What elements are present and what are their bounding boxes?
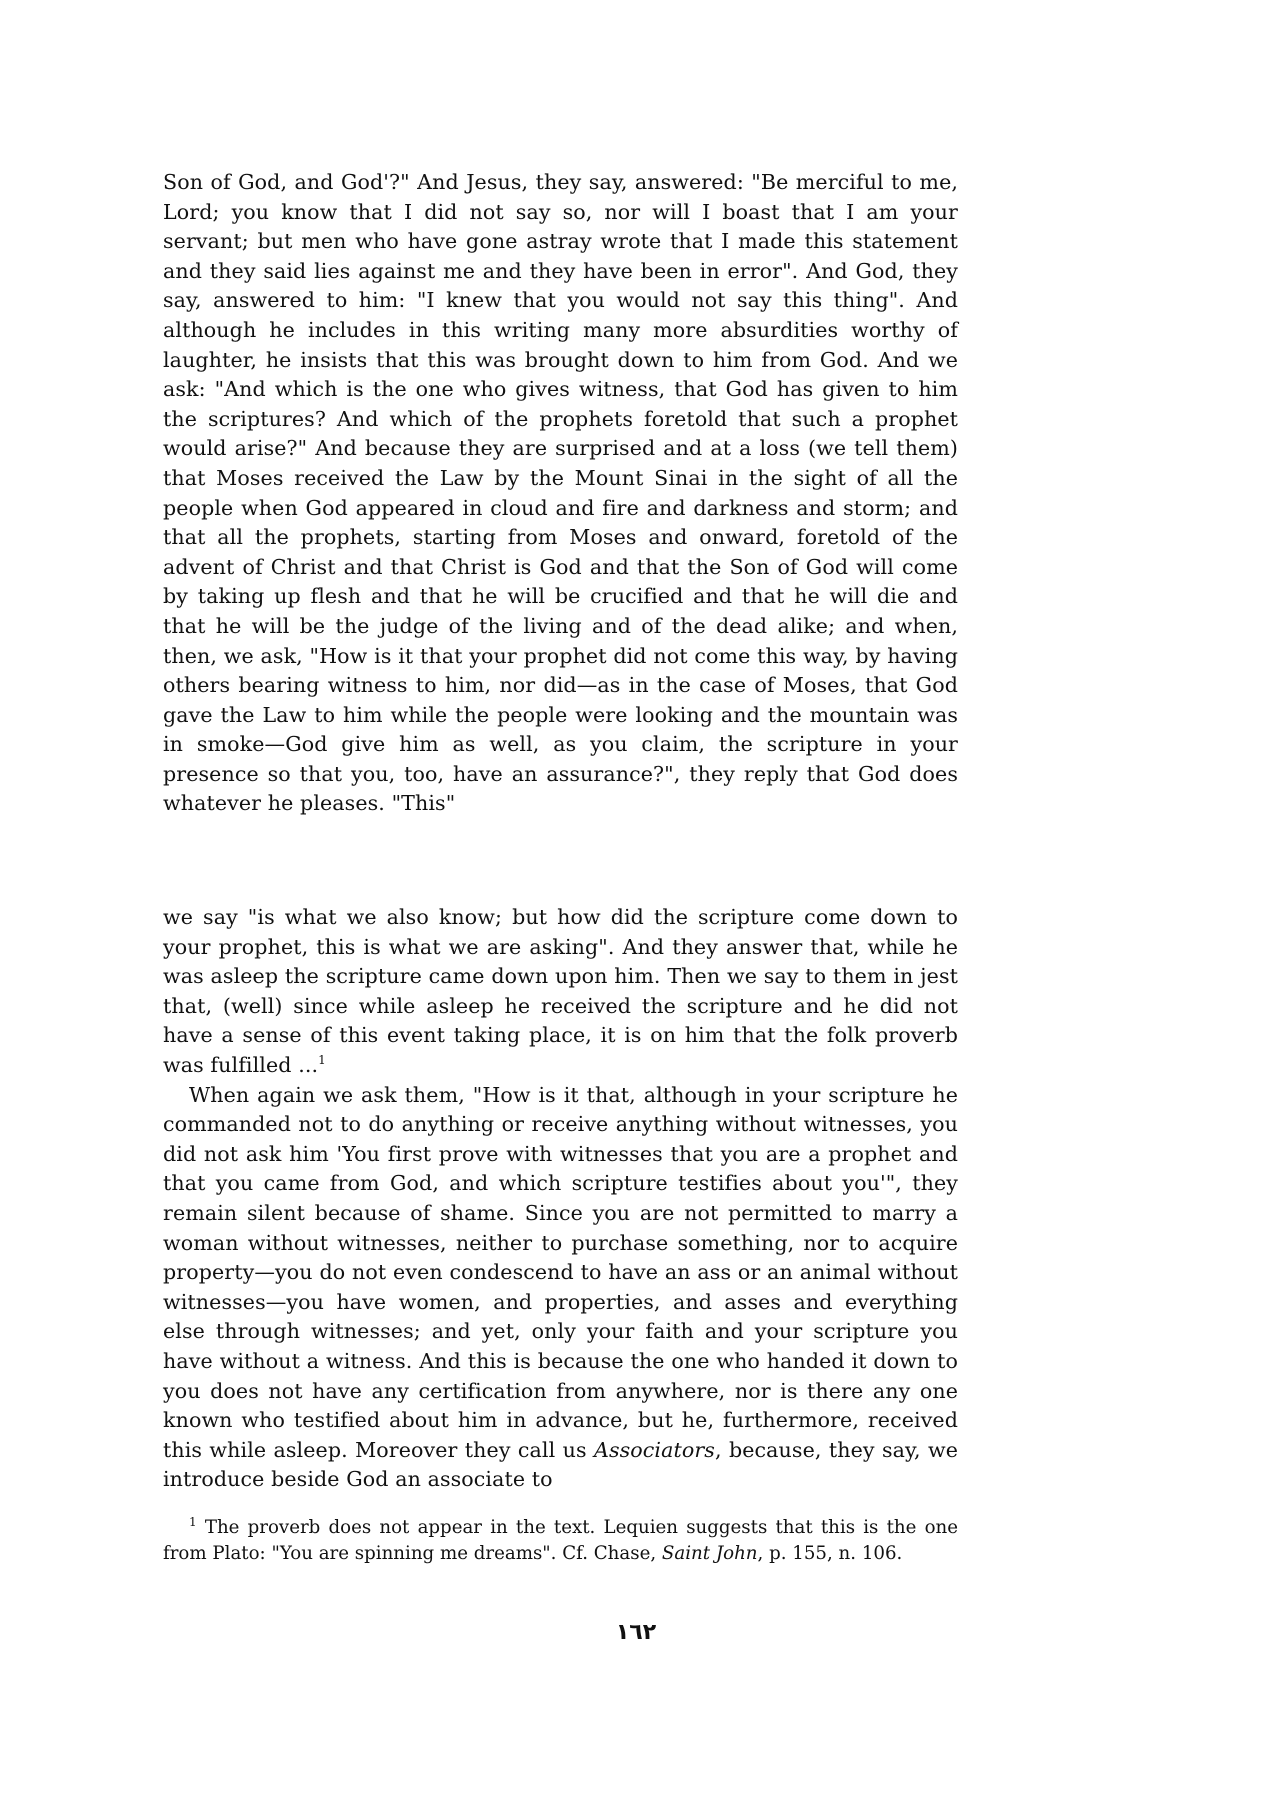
body-paragraph-3-text-a: When again we ask them, "How is it that, although in your scripture he commanded not to do anything or receive anything without witnesses, you did not ask him 'You first prove with witnesses that you are a prophet and that you came from God, and which scripture testifies about you'", they remain silent because of shame. Since you are not permitted to marry a woman without witnesses, neither to purchase something, nor to acquire property—you do not even condescend to have an ass or an animal without witnesses—you have women, and properties, and asses and everything else through witnesses; and yet, only your faith and your scripture you have without a witness. And this is because the one who handed it down to you does not have any certification from anywhere, nor is there any one known who testified about him in advance, but he, furthermore, received this while asleep. Moreover they call us: [163, 1082, 958, 1462]
footnote-text-b: , p. 155, n. 106.: [757, 1543, 903, 1565]
footnote-section: [163, 1515, 958, 1568]
body-paragraph-2-text: we say "is what we also know; but how did the scripture come down to your prophet, this is what we are asking". And they answer that, while he was asleep the scripture came down upon him. Then we say to them in jest that, (well) since while asleep he received the scripture and he did not have a sense of this event taking place, it is on him that the folk proverb was fulfilled ...: [163, 905, 958, 1078]
page-content: [163, 168, 958, 1568]
footnote-text-a: The proverb does not appear in the text. Lequien suggests that this is the one from Plato: "You are spinning me dreams". Cf. Chase,: [163, 1516, 958, 1565]
footnote-number: 1: [189, 1514, 197, 1529]
body-paragraph-2: [163, 903, 958, 1081]
paragraph-spacer: [163, 819, 958, 903]
body-paragraph-3-text-b: , because, they say, we introduce beside God an associate to: [163, 1437, 958, 1492]
footnote-reference-marker: 1: [318, 1053, 326, 1068]
body-paragraph-3-italic-term: Associators: [593, 1437, 715, 1462]
footnote-1: [163, 1515, 958, 1568]
footnote-italic-title: Saint John: [661, 1543, 758, 1565]
body-paragraph-1: Son of God, and God'?" And Jesus, they say, answered: "Be merciful to me, Lord; you know that I did not say so, nor will I boast that I am your servant; but men who have gone astray wrote that I made this statement and they said lies against me and they have been in error". And God, they say, answered to him: "I knew that you would not say this thing". And although he includes in this writing many more absurdities worthy of laughter, he insists that this was brought down to him from God. And we ask: "And which is the one who gives witness, that God has given to him the scriptures? And which of the prophets foretold that such a prophet would arise?" And because they are surprised and at a loss (we tell them) that Moses received the Law by the Mount Sinai in the sight of all the people when God appeared in cloud and fire and darkness and storm; and that all the prophets, starting from Moses and onward, foretold of the advent of Christ and that Christ is God and that the Son of God will come by taking up flesh and that he will be crucified and that he will die and that he will be the judge of the living and of the dead alike; and when, then, we ask, "How is it that your prophet did not come this way, by having others bearing witness to him, nor did—as in the case of Moses, that God gave the Law to him while the people were looking and the mountain was in smoke—God give him as well, as you claim, the scripture in your presence so that you, too, have an assurance?", they reply that God does whatever he pleases. "This": [163, 170, 958, 816]
body-paragraph-3: [163, 1081, 958, 1495]
page-number: ١٦٢: [615, 1620, 657, 1645]
